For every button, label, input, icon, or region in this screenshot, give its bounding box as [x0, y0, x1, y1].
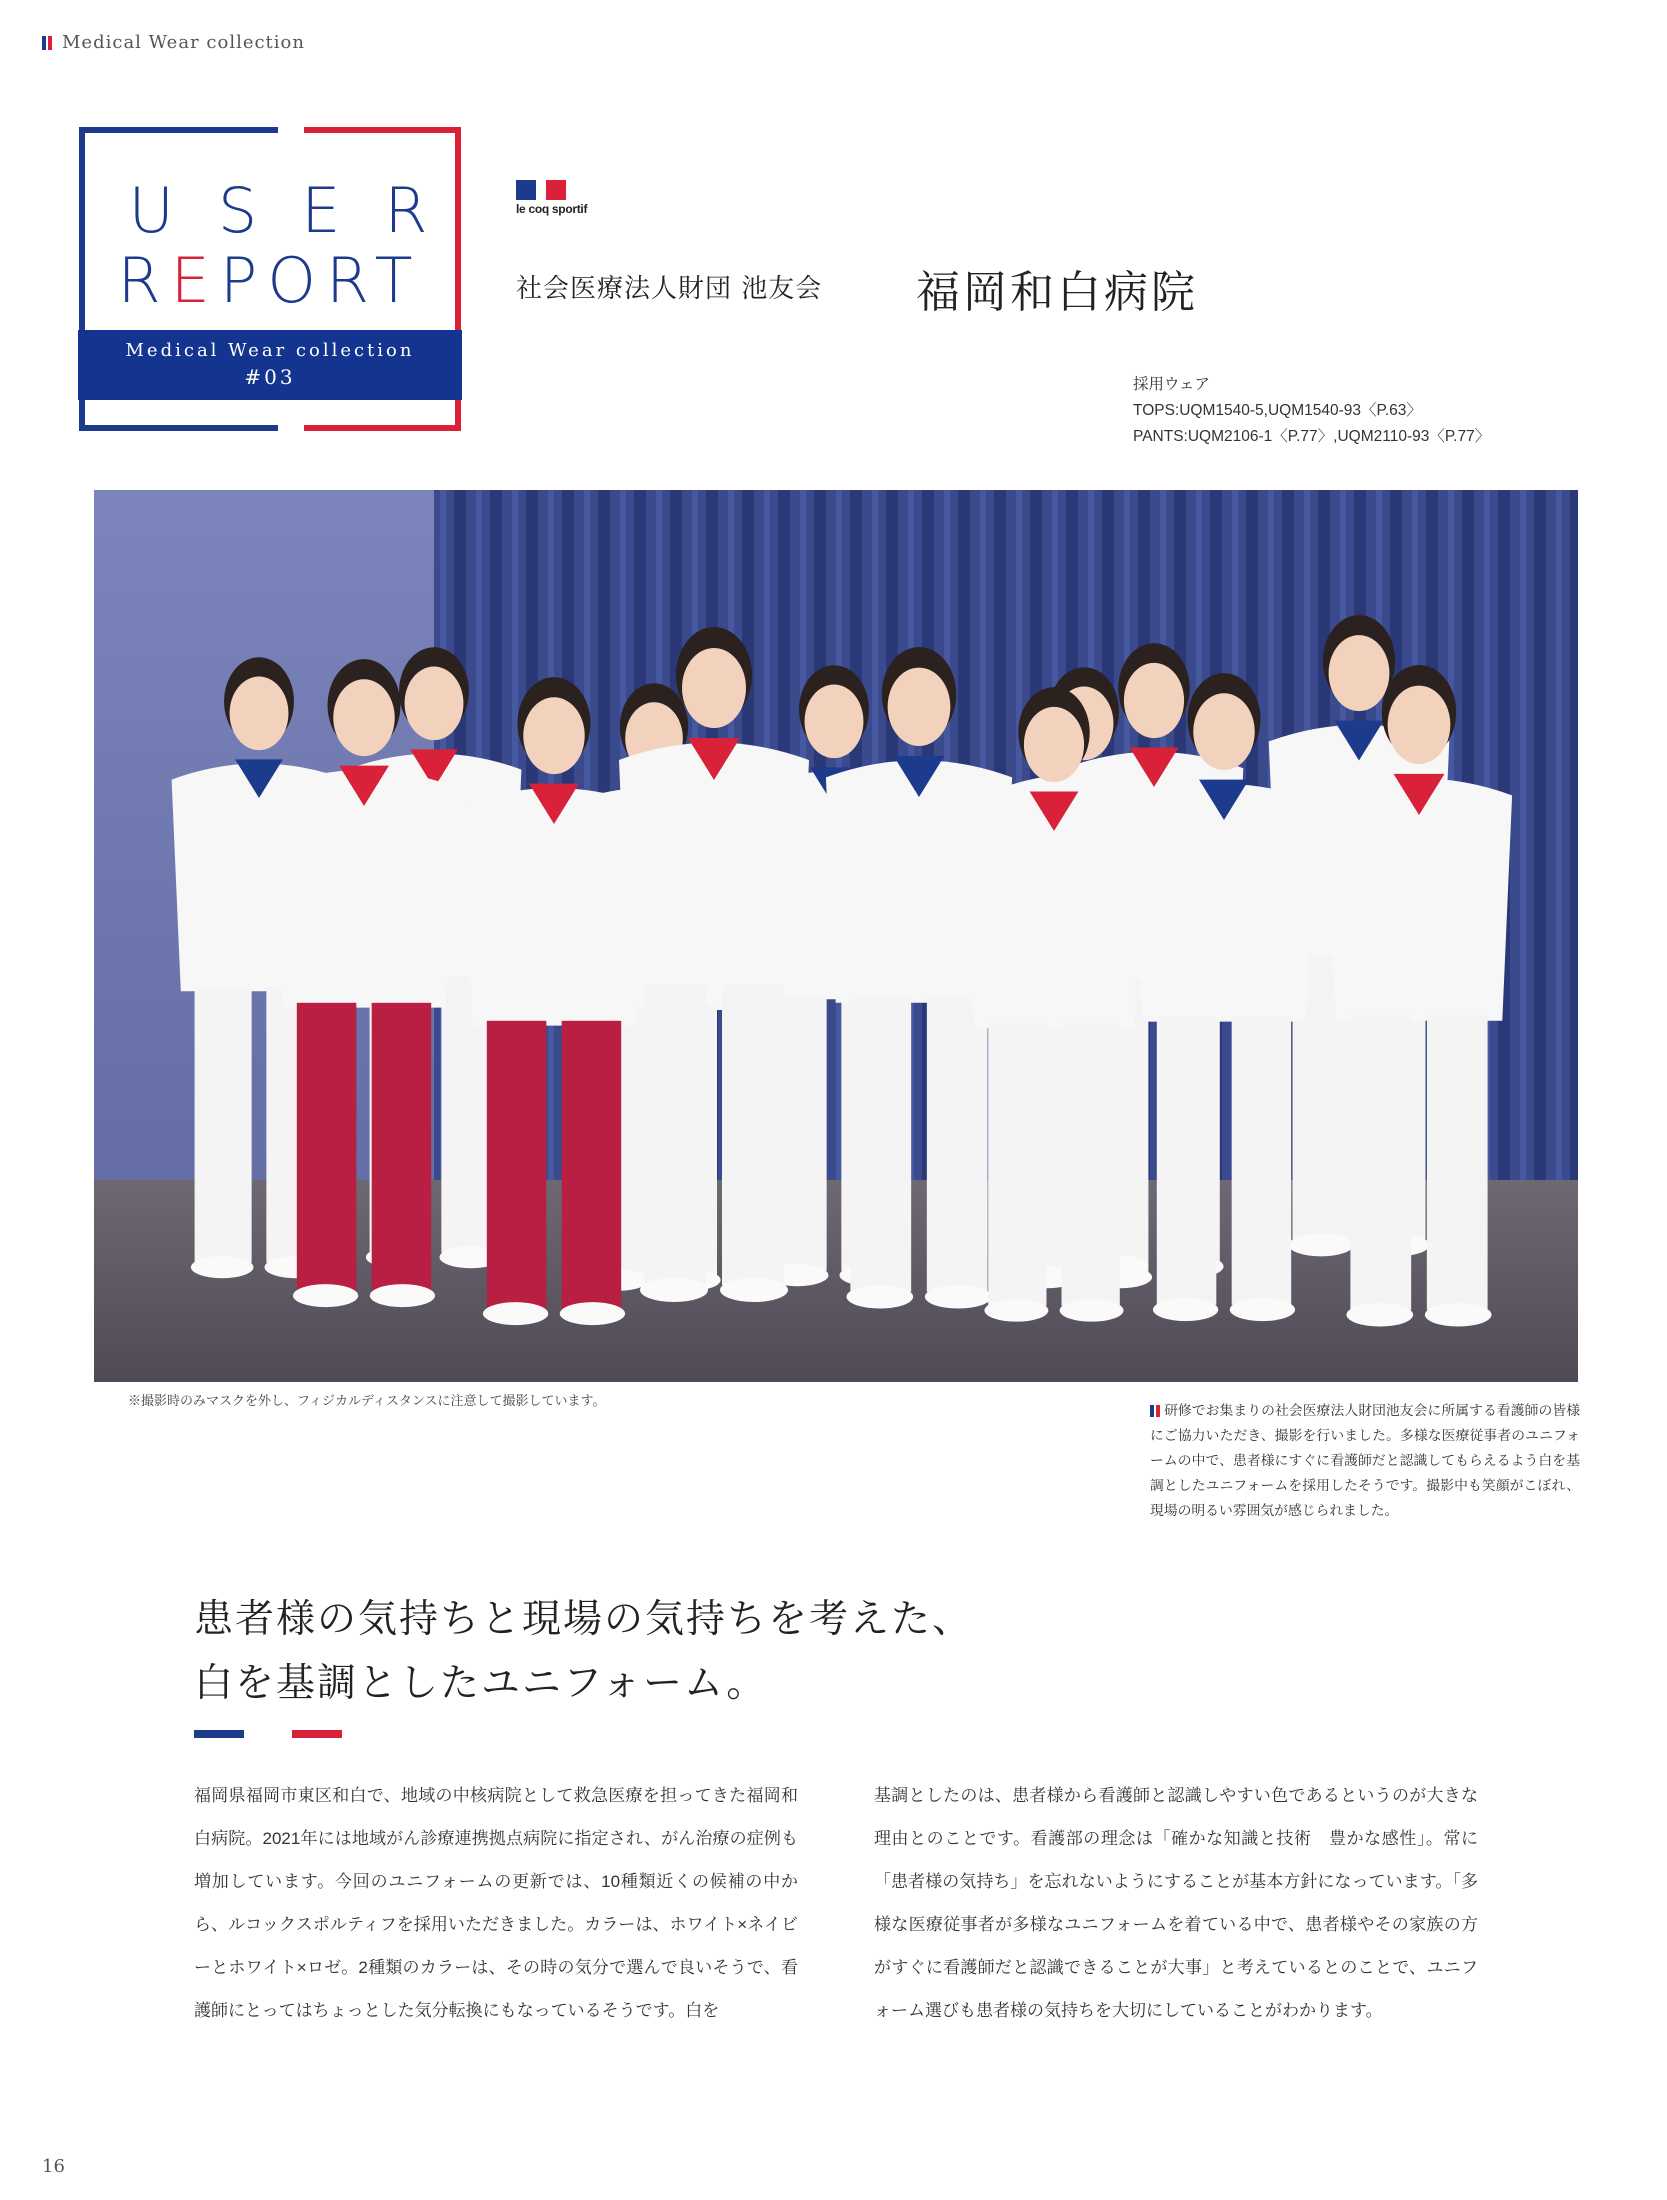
badge-title-report: REPORT [117, 244, 423, 317]
badge-band-collection: Medical Wear collection [125, 340, 415, 361]
tricolor-flag-icon [42, 36, 52, 50]
wear-tops: TOPS:UQM1540-5,UQM1540-93〈P.63〉 [1133, 402, 1422, 419]
headline-rule-blue [194, 1730, 244, 1738]
wear-pants: PANTS:UQM2106-1〈P.77〉,UQM2110-93〈P.77〉 [1133, 428, 1491, 445]
headline-line-1: 患者様の気持ちと現場の気持ちを考えた、 [194, 1597, 974, 1642]
photo-note: ※撮影時のみマスクを外し、フィジカルディスタンスに注意して撮影しています。 [128, 1393, 606, 1408]
body-column-left: 福岡県福岡市東区和白で、地域の中核病院として救急医療を担ってきた福岡和白病院。2021年には地域がん診療連携拠点病院に指定され、がん治療の症例も増加しています。今回のユニフォームの更新では、10種類近くの候補の中から、ルコックスポルティフを採用いただきました。カラーは、ホワイト×ネイビーとホワイト×ロゼ。2種類のカラーは、その時の気分で選んで良いそうで、看護師にとってはちょっとした気分転換にもなっているそうです。白を [194, 1786, 798, 2020]
wear-label: 採用ウェア [1133, 376, 1210, 393]
running-header-text: Medical Wear collection [62, 32, 305, 53]
running-header [42, 32, 305, 53]
hospital-organization: 社会医療法人財団 池友会 [516, 274, 823, 304]
badge-band-number: #03 [244, 365, 296, 389]
badge-band [78, 330, 462, 400]
article-headline [194, 1588, 973, 1716]
caption-flag-icon [1150, 1405, 1160, 1417]
brand-logo [516, 180, 587, 216]
brand-flag-icon [516, 180, 587, 200]
adopted-wear [1133, 372, 1490, 450]
brand-name: le coq sportif [516, 202, 588, 216]
hospital-name: 福岡和白病院 [916, 267, 1198, 318]
headline-rule-red [292, 1730, 342, 1738]
group-photo-icon [94, 490, 1578, 1382]
photo-caption-text: 研修でお集まりの社会医療法人財団池友会に所属する看護師の皆様にご協力いただき、撮影を行いました。多様な医療従事者のユニフォームの中で、患者様にすぐに看護師だと認識してもらえるよう白を基調としたユニフォームを採用したそうです。撮影中も笑顔がこぼれ、現場の明るい雰囲気が感じられました。 [1150, 1403, 1580, 1518]
badge-title-user: USER [128, 174, 472, 247]
group-photo [94, 490, 1578, 1382]
page-number: 16 [42, 2156, 65, 2177]
photo-caption [1150, 1398, 1580, 1523]
headline-line-2: 白を基調としたユニフォーム。 [194, 1661, 768, 1706]
body-column-right: 基調としたのは、患者様から看護師と認識しやすい色であるというのが大きな理由とのことです。看護部の理念は「確かな知識と技術 豊かな感性」。常に「患者様の気持ち」を忘れないようにすることが基本方針になっています。「多様な医療従事者が多様なユニフォームを着ている中で、患者様やその家族の方がすぐに看護師だと認識できることが大事」と考えているとのことで、ユニフォーム選びも患者様の気持ちを大切にしていることがわかります。 [874, 1786, 1478, 2020]
user-report-badge [78, 126, 472, 432]
